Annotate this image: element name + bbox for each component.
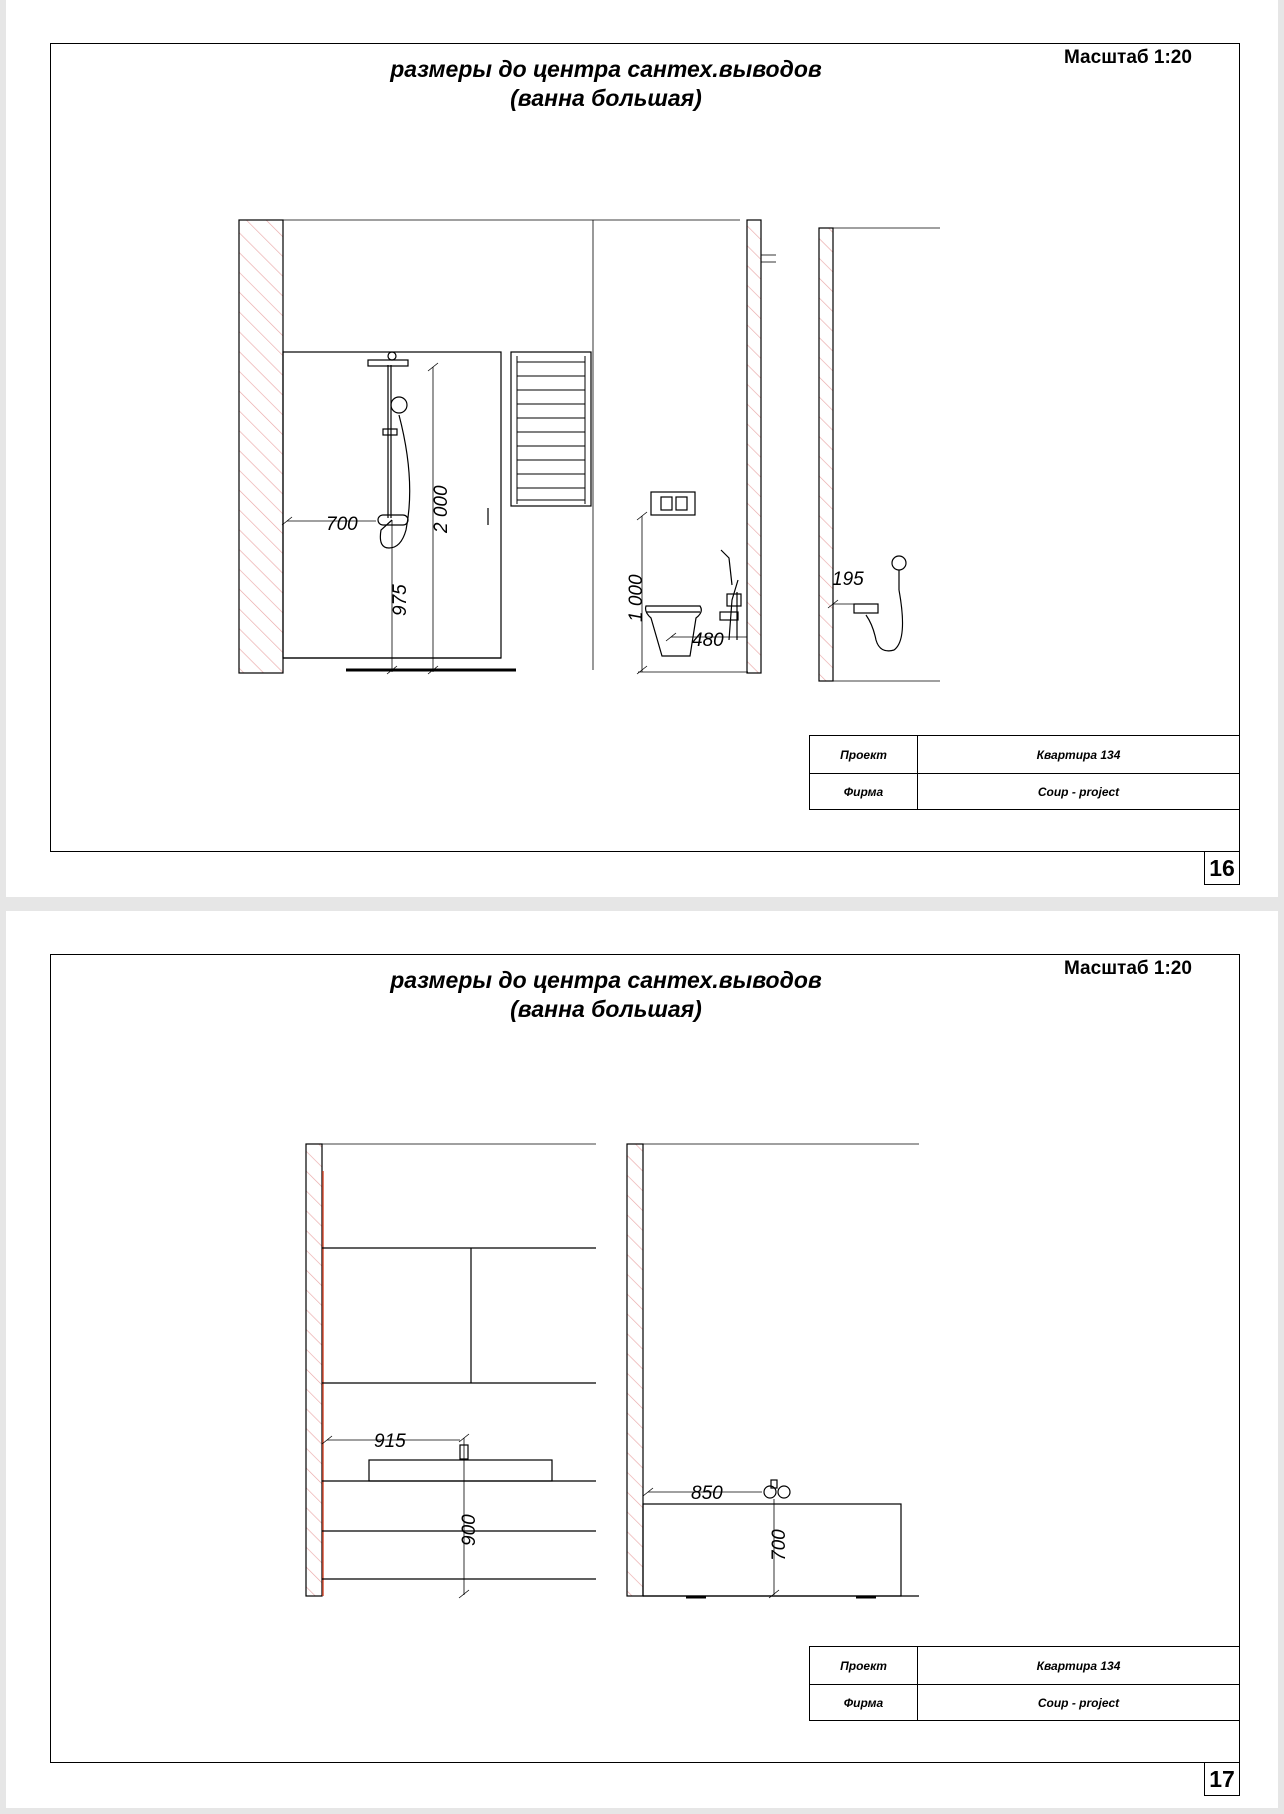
title-block	[809, 1646, 1240, 1721]
dim-700: 700	[326, 514, 358, 535]
dim-915: 915	[374, 1431, 406, 1452]
scale-label: Масштаб 1:20	[1064, 958, 1192, 979]
dim-480: 480	[692, 630, 724, 651]
firm-value: Coup - project	[1037, 784, 1120, 799]
wall-section-right	[747, 220, 761, 673]
drawing-sheet-16	[6, 0, 1278, 897]
wall-section-side	[819, 228, 833, 681]
project-value: Квартира 134	[1036, 747, 1121, 762]
shower-mixer	[378, 515, 408, 525]
dim-900: 900	[459, 1514, 480, 1546]
dim-2000: 2 000	[431, 485, 452, 533]
dim-1000: 1 000	[626, 574, 647, 622]
firm-value: Coup - project	[1037, 1695, 1120, 1710]
page-number: 17	[1204, 1762, 1240, 1796]
dim-975: 975	[390, 584, 411, 616]
drawing-sheet-17	[6, 911, 1278, 1808]
project-label: Проект	[810, 736, 918, 773]
wall-section-left	[239, 220, 283, 673]
title-line-1: размеры до центра сантех.выводов	[390, 56, 822, 82]
dim-700: 700	[769, 1529, 790, 1561]
title-line-2: (ванна большая)	[510, 85, 702, 111]
title-line-1: размеры до центра сантех.выводов	[390, 967, 822, 993]
sink	[369, 1460, 552, 1481]
page-number: 16	[1204, 851, 1240, 885]
wall-section-left	[306, 1144, 322, 1596]
project-value: Квартира 134	[1036, 1658, 1121, 1673]
flush-plate	[651, 492, 695, 515]
dim-850: 850	[691, 1483, 723, 1504]
project-label: Проект	[810, 1647, 918, 1684]
firm-label: Фирма	[810, 1684, 918, 1721]
hand-shower	[391, 397, 407, 413]
scale-label: Масштаб 1:20	[1064, 47, 1192, 68]
firm-label: Фирма	[810, 773, 918, 810]
dim-195: 195	[832, 569, 864, 590]
side-hand-shower	[892, 556, 906, 570]
wall-section-right	[627, 1144, 643, 1596]
title-line-2: (ванна большая)	[510, 996, 702, 1022]
title-block	[809, 735, 1240, 810]
